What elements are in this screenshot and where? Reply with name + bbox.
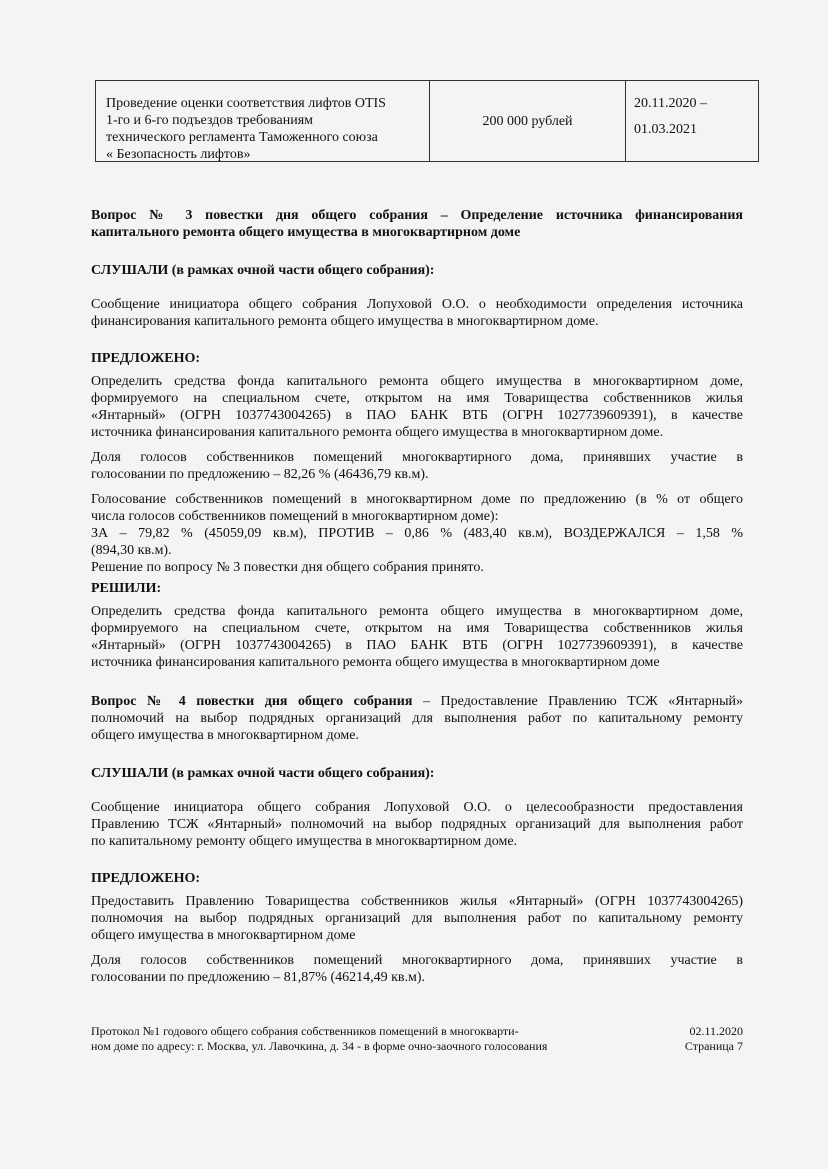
- footer-meta: [685, 1024, 743, 1054]
- q4-heading-rest: – Предоставление Правлению ТСЖ «Янтарный»: [412, 694, 743, 709]
- q3-decided-text: Определить средства фонда капитального ремонта общего имущества в многоквартирном доме, формируемого на специальном счете, открытом на имя Товарищества собственников жилья «Янтарный» (ОГРН 1037743004265) в ПАО БАНК ВТБ (ОГРН 1027739609391), в качестве источника финансирования капитального ремонта общего имущества в многоквартирном доме: [91, 604, 743, 670]
- q3-decision-accepted: Решение по вопросу № 3 повестки дня общего собрания принято.: [91, 560, 484, 575]
- works-table: [95, 80, 759, 162]
- q3-decided-title: РЕШИЛИ:: [91, 581, 162, 596]
- q3-share-text: Доля голосов собственников помещений многоквартирного дома, принявших участие в голосовании по предложению – 82,26 % (46436,79 кв.м).: [91, 450, 743, 482]
- document-body: [91, 207, 743, 986]
- q4-proposed-title: ПРЕДЛОЖЕНО:: [91, 871, 201, 886]
- q4-heard-text: Сообщение инициатора общего собрания Лопуховой О.О. о целесообразности предоставления Правлению ТСЖ «Янтарный» полномочий на выбор подрядных организаций для выполнения работ по капитальному ремонту общего имущества в многоквартирном доме.: [91, 800, 743, 849]
- table-cell-work: [96, 81, 430, 161]
- table-work-line: Проведение оценки соответствия лифтов OTIS: [106, 96, 386, 111]
- table-work-line: « Безопасность лифтов»: [106, 147, 251, 162]
- q4-share-text: Доля голосов собственников помещений многоквартирного дома, принявших участие в голосовании по предложению – 81,87% (46214,49 кв.м).: [91, 953, 743, 985]
- page-footer: [91, 1024, 743, 1054]
- q3-heading: Вопрос № 3 повестки дня общего собрания – Определение источника финансирования капитального ремонта общего имущества в многоквартирном доме: [91, 208, 743, 240]
- table-period-end: 01.03.2021: [634, 122, 697, 137]
- footer-page-number: Страница 7: [684, 1039, 743, 1053]
- q4-proposed-text: Предоставить Правлению Товарищества собственников жилья «Янтарный» (ОГРН 1037743004265) полномочия на выбор подрядных организаций для выполнения работ по капитальному ремонту общего имущества в многоквартирном доме: [91, 894, 743, 943]
- q3-heard-text: Сообщение инициатора общего собрания Лопуховой О.О. о необходимости определения источника финансирования капитального ремонта общего имущества в многоквартирном доме.: [91, 297, 743, 329]
- q4-heard-title: СЛУШАЛИ (в рамках очной части общего собрания):: [91, 766, 435, 781]
- table-period-start: 20.11.2020 –: [634, 96, 707, 111]
- table-cell-period: [626, 81, 758, 161]
- table-amount: 200 000 рублей: [482, 113, 573, 129]
- q3-proposed-text: Определить средства фонда капитального ремонта общего имущества в многоквартирном доме, формируемого на специальном счете, открытом на имя Товарищества собственников жилья «Янтарный» (ОГРН 1037743004265) в ПАО БАНК ВТБ (ОГРН 1027739609391), в качестве источника финансирования капитального ремонта общего имущества в многоквартирном доме.: [91, 374, 743, 440]
- q3-heard-title: СЛУШАЛИ (в рамках очной части общего собрания):: [91, 263, 435, 278]
- q3-proposed-title: ПРЕДЛОЖЕНО:: [91, 351, 201, 366]
- footer-protocol: Протокол №1 годового общего собрания собственников помещений в многокварти- ном доме по адресу: г. Москва, ул. Лавочкина, д. 34 - в форме очно-заочного голосования: [91, 1024, 548, 1053]
- table-cell-amount: [430, 81, 626, 161]
- table-work-line: 1-го и 6-го подъездов требованиям: [106, 113, 313, 128]
- footer-date: 02.11.2020: [689, 1024, 743, 1038]
- q4-heading-bold: Вопрос № 4 повестки дня общего собрания: [91, 694, 413, 709]
- q3-vote-text: Голосование собственников помещений в многоквартирном доме по предложению (в % от общего числа голосов собственников помещений в многоквартирном доме): ЗА – 79,82 % (45059,09 кв.м), ПРОТИВ – 0,86 % (483,40 кв.м), ВОЗДЕРЖАЛСЯ – 1,58 % (894,30 кв.м). Решение по вопросу № 3 повестки дня общего собрания принято.: [91, 492, 743, 575]
- q4-heading: Вопрос № 4 повестки дня общего собрания – Предоставление Правлению ТСЖ «Янтарный» полномочий на выбор подрядных организаций для выполнения работ по капитальному ремонту общего имущества в многоквартирном доме.: [91, 694, 743, 743]
- table-work-line: технического регламента Таможенного союза: [106, 130, 378, 145]
